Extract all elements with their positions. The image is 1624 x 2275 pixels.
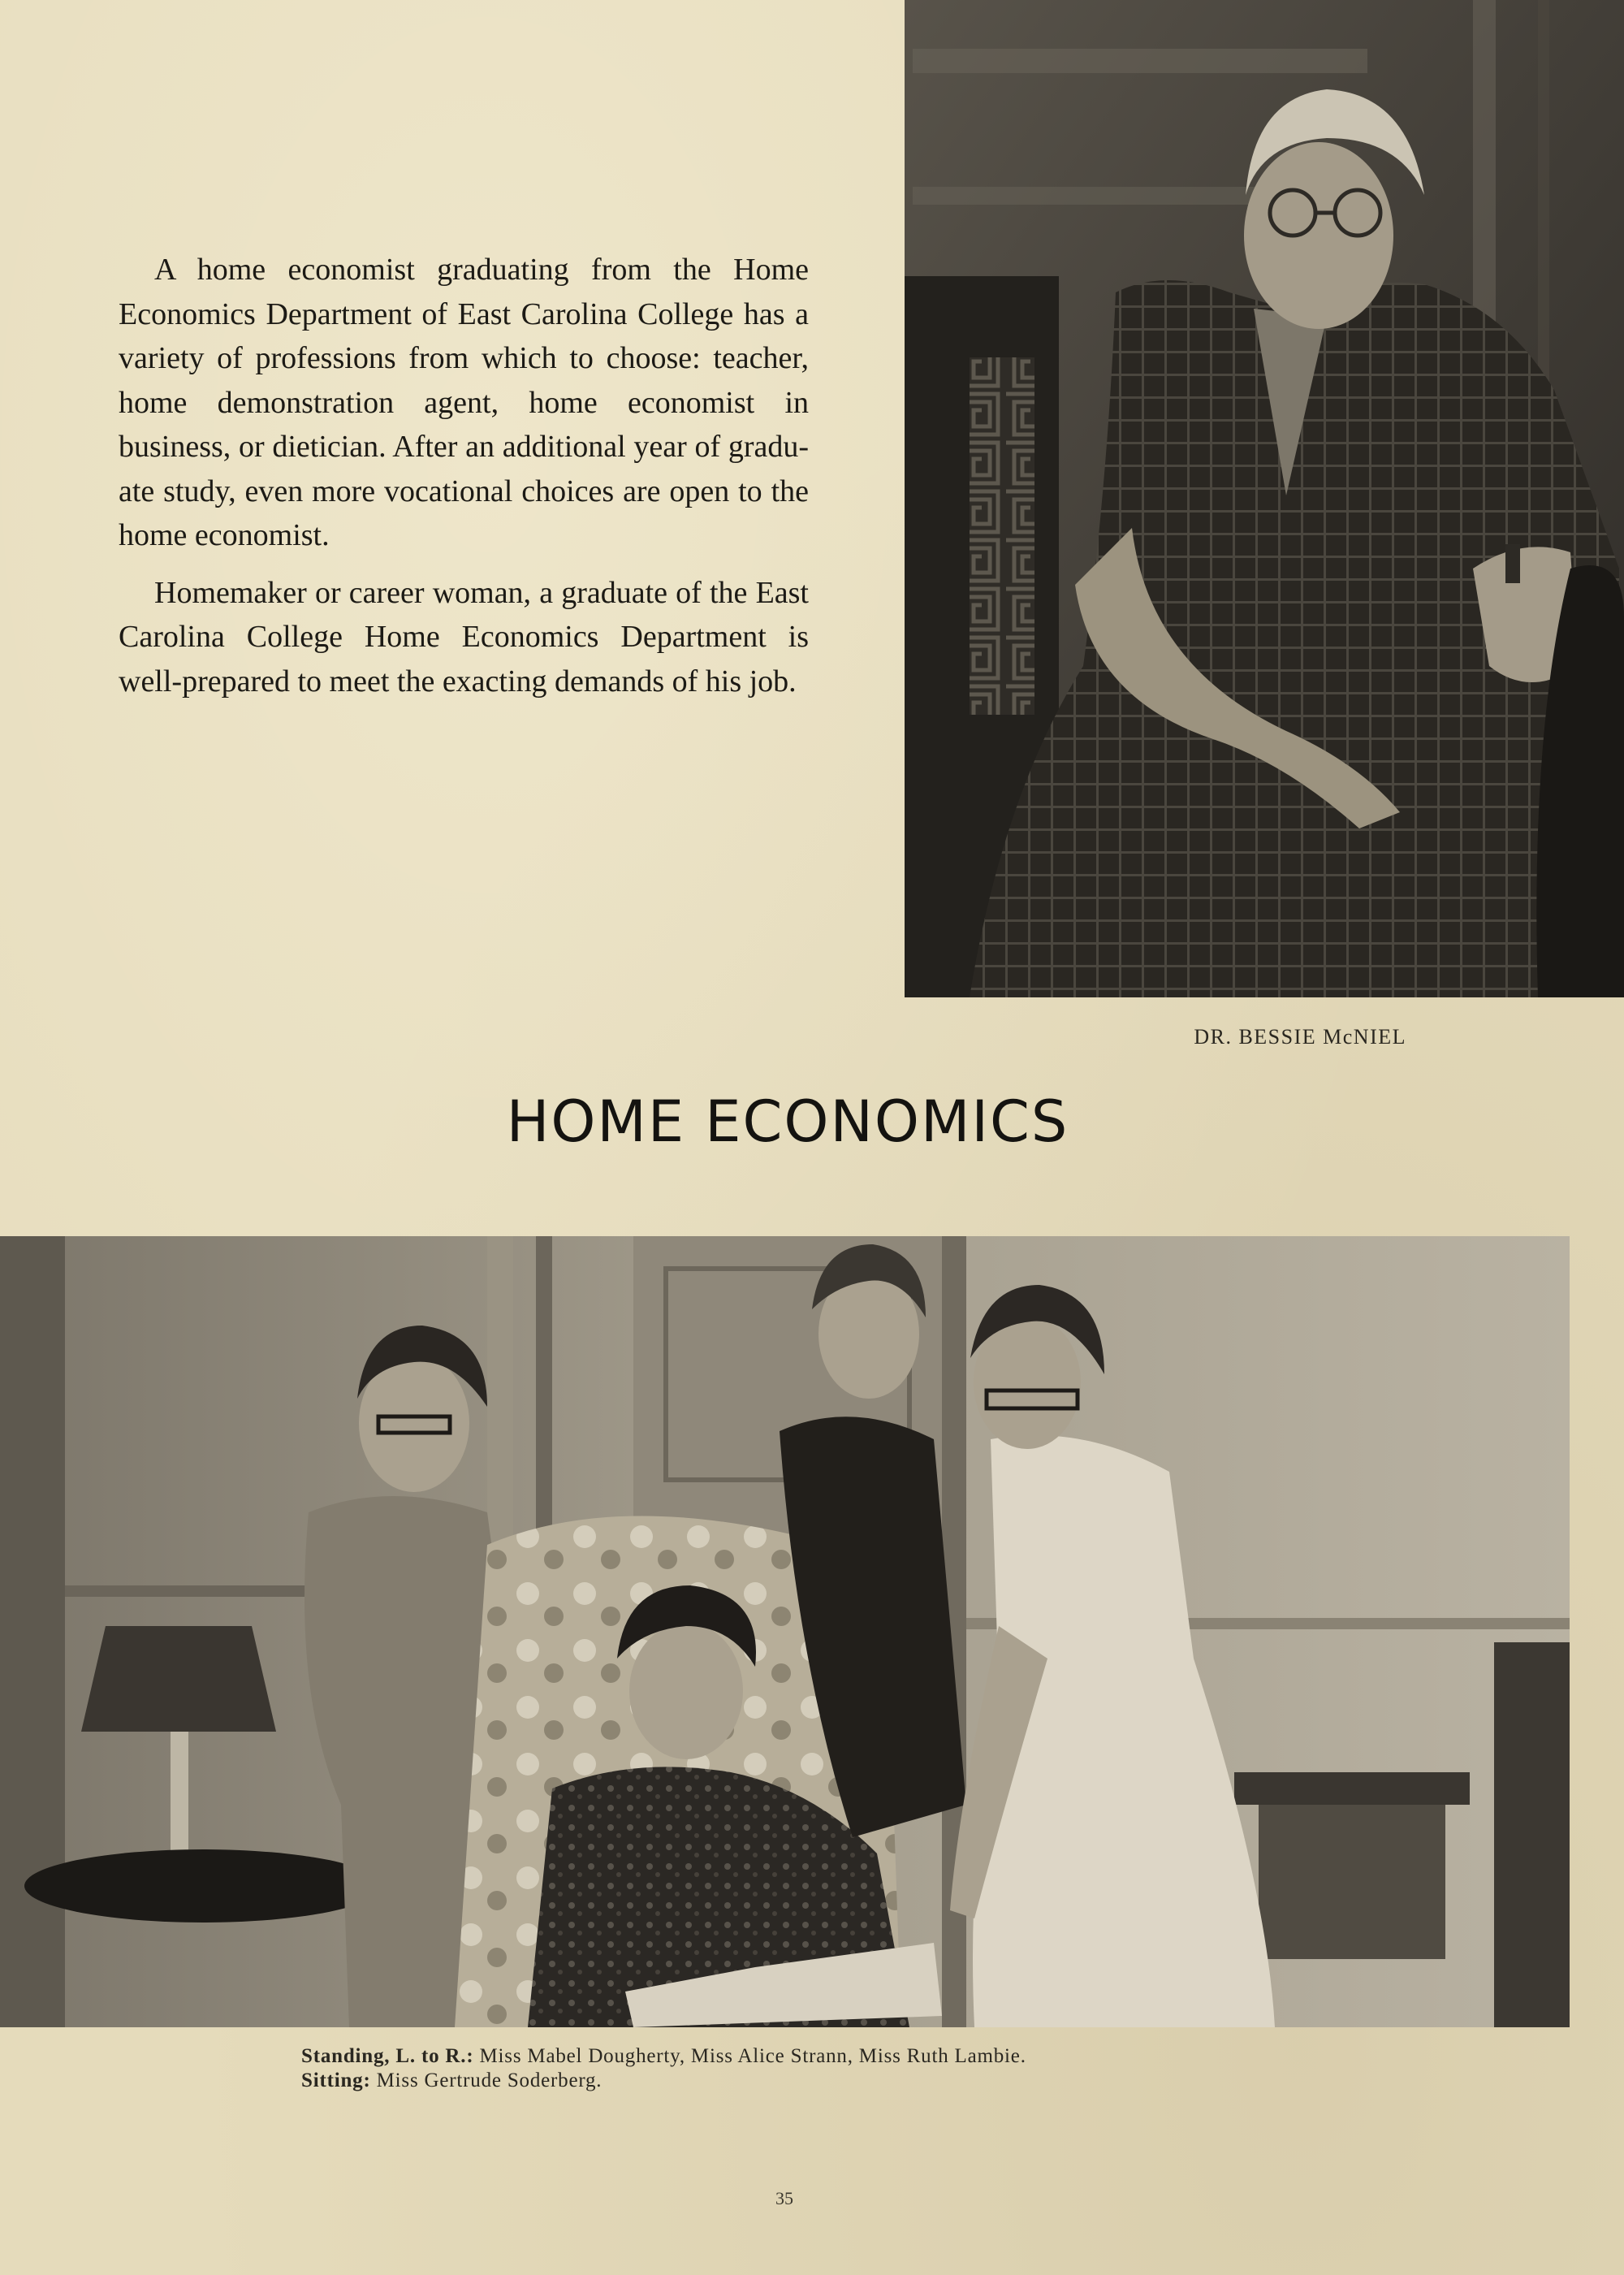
group-photo-illustration bbox=[0, 1236, 1570, 2027]
page-title: HOME ECONOMICS bbox=[506, 1088, 1069, 1155]
portrait-photo bbox=[905, 0, 1624, 997]
portrait-caption: DR. BESSIE McNIEL bbox=[1194, 1025, 1406, 1049]
intro-paragraph-1: A home economist graduating from the Home Economics Department of East Carolina College has a variety of professions from which to choose: teacher, home demonstration agent, home economist in business, or dietician. After an additional year of graduate study, even more vocational choices are open to the home economist. bbox=[119, 253, 809, 552]
standing-names: Miss Mabel Dougherty, Miss Alice Strann, Miss Ruth Lambie. bbox=[479, 2045, 1026, 2067]
sitting-names: Miss Gertrude Soderberg. bbox=[376, 2070, 603, 2091]
group-photo-caption bbox=[301, 2044, 1308, 2093]
group-caption-standing bbox=[301, 2044, 1308, 2069]
intro-paragraph-2: Homemaker or career woman, a graduate of the East Carolina College Home Economics Department is well-prepared to meet the exacting demands of his job. bbox=[119, 575, 809, 699]
group-caption-sitting bbox=[301, 2069, 1308, 2093]
intro-text bbox=[119, 248, 809, 716]
group-photo bbox=[0, 1236, 1570, 2027]
sitting-label: Sitting: bbox=[301, 2070, 371, 2091]
standing-label: Standing, L. to R.: bbox=[301, 2045, 474, 2067]
page-number: 35 bbox=[775, 2188, 793, 2208]
portrait-photo-illustration bbox=[905, 0, 1624, 997]
